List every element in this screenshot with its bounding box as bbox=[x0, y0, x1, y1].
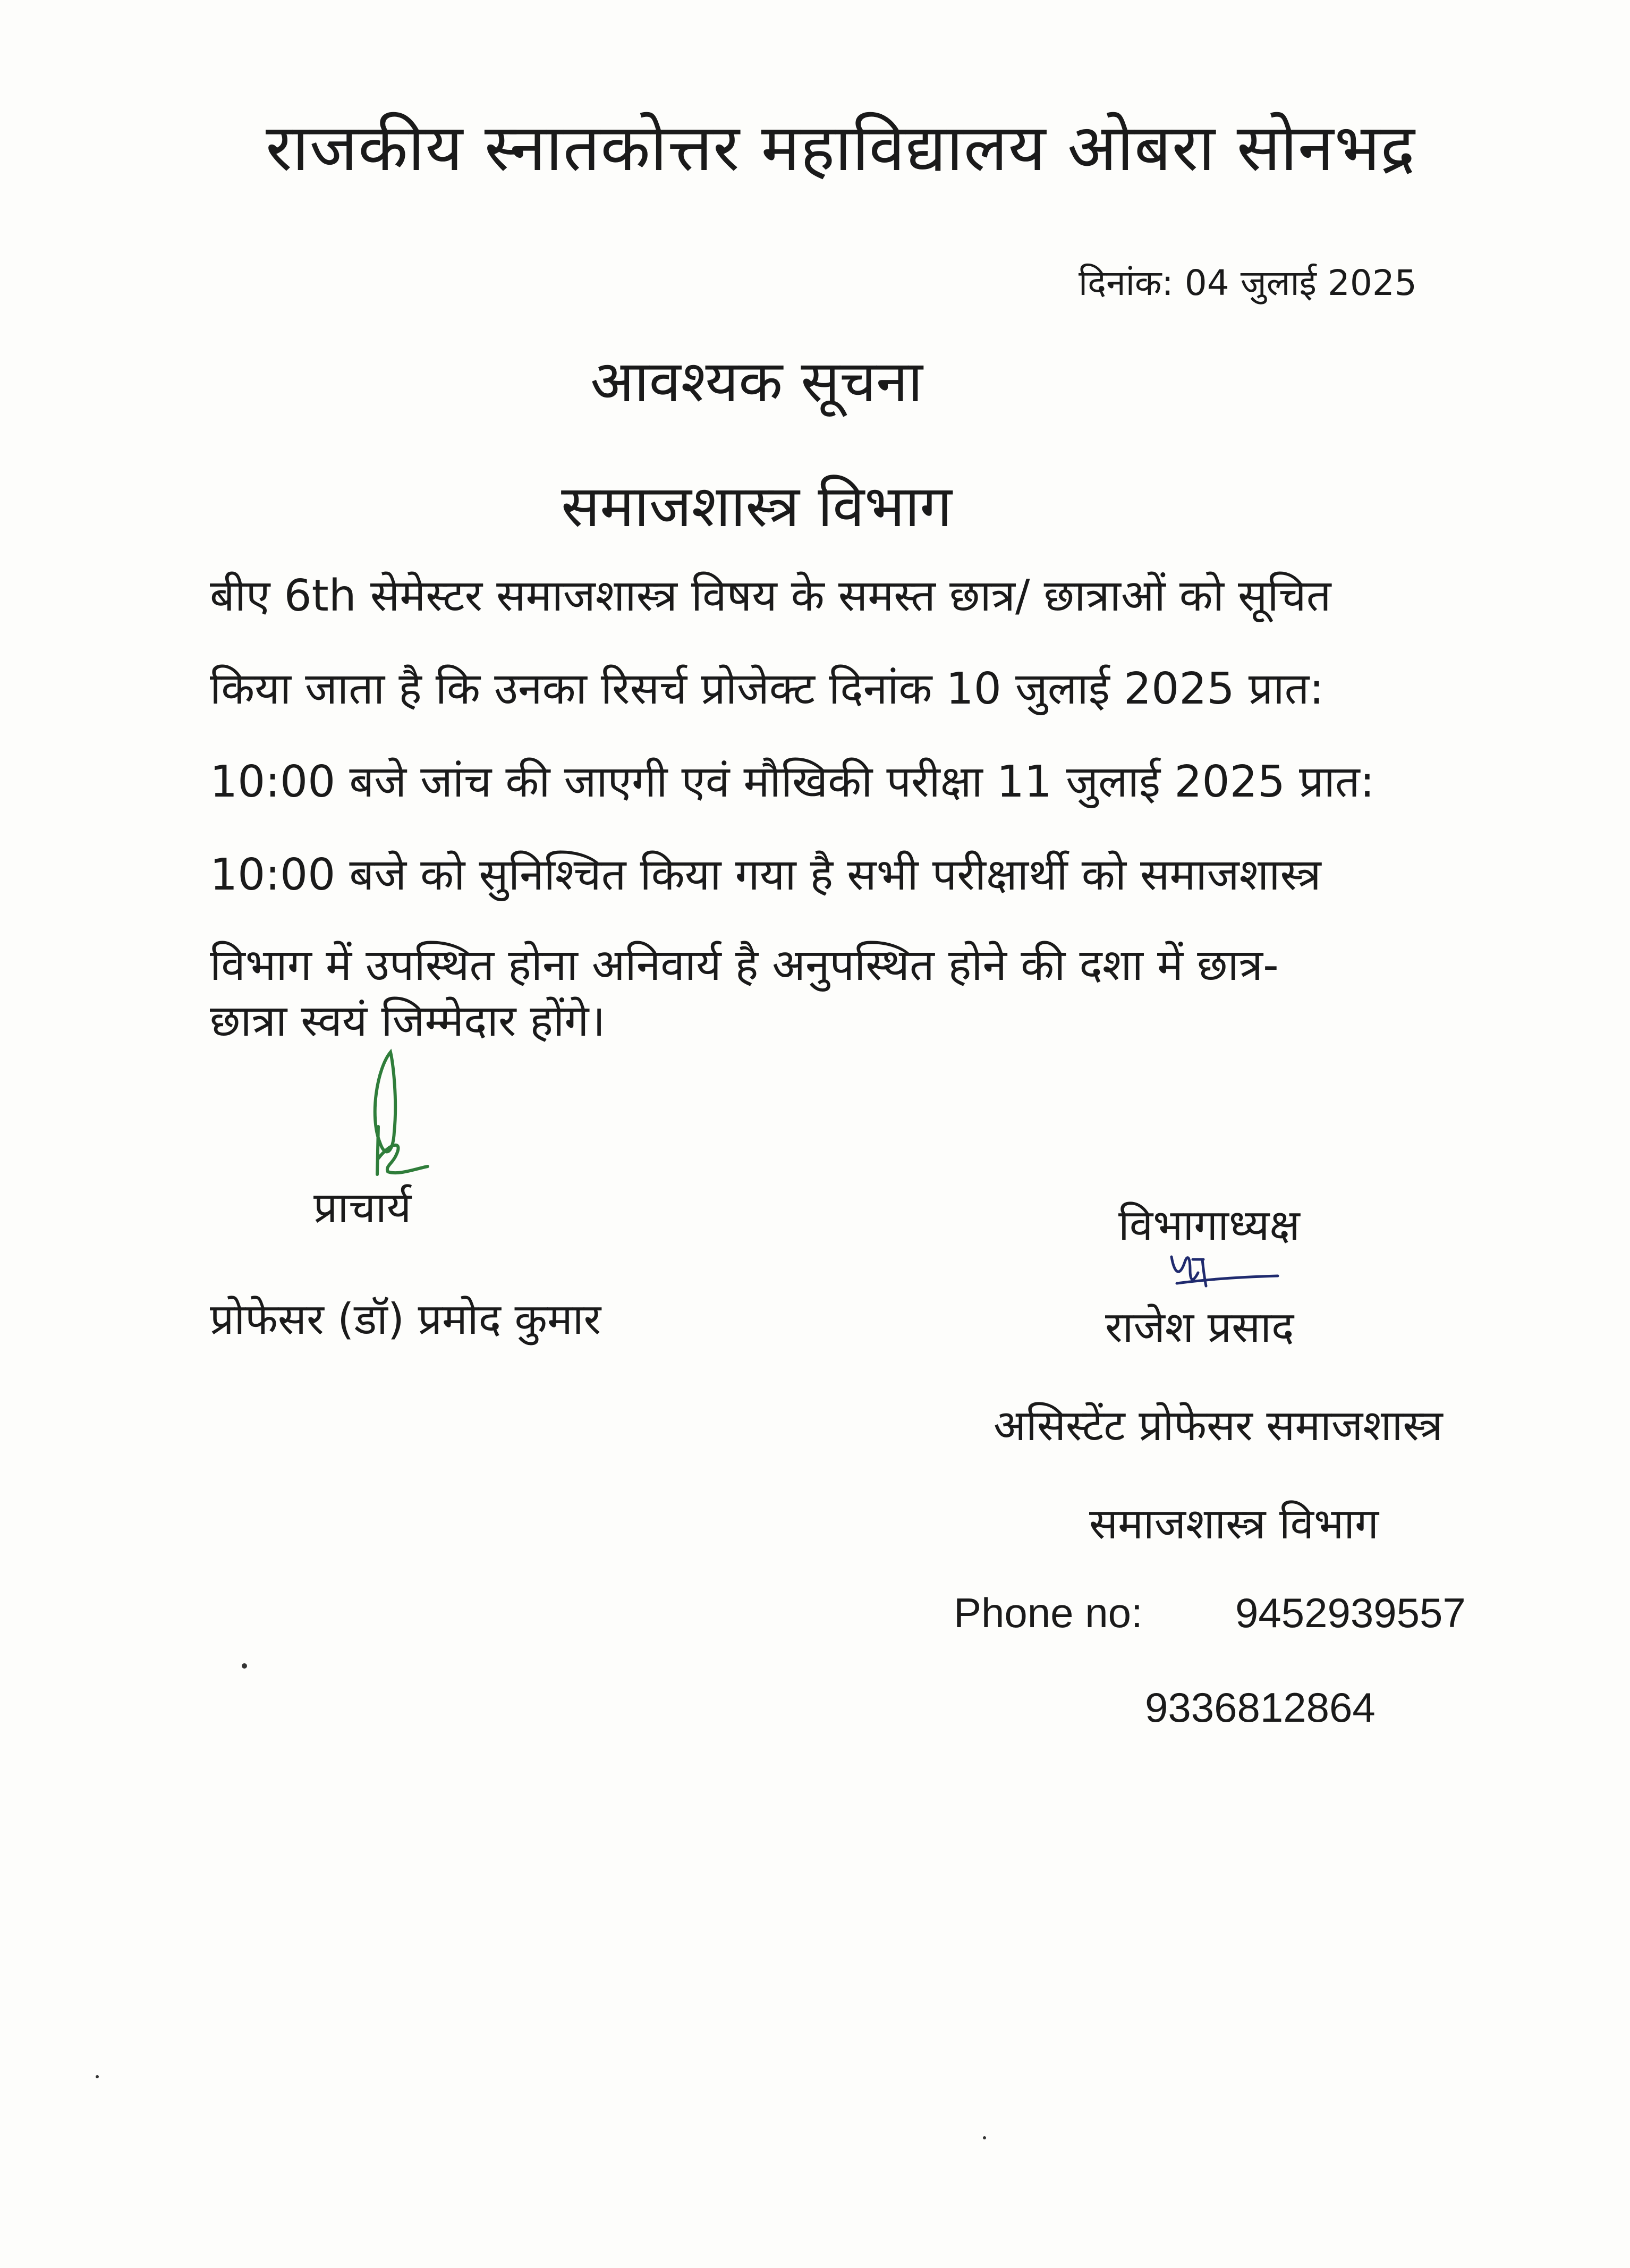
hod-name: राजेश प्रसाद bbox=[1105, 1302, 1294, 1352]
notice-title: आवश्यक सूचना bbox=[590, 349, 923, 415]
notice-body-line: बीए 6th सेमेस्टर समाजशास्त्र विषय के समस्त छात्र/ छात्राओं को सूचित bbox=[210, 571, 1331, 621]
notice-body-line: किया जाता है कि उनका रिसर्च प्रोजेक्ट दिनांक 10 जुलाई 2025 प्रात: bbox=[210, 664, 1324, 714]
notice-body-line: विभाग में उपस्थित होना अनिवार्य है अनुपस्थित होने की दशा में छात्र- bbox=[210, 940, 1279, 991]
hod-department: समाजशास्त्र विभाग bbox=[1089, 1499, 1379, 1548]
phone-label: Phone no: bbox=[954, 1589, 1143, 1636]
principal-signature-stroke bbox=[375, 1052, 428, 1174]
notice-body-line: 10:00 बजे को सुनिश्चित किया गया है सभी परीक्षार्थी को समाजशास्त्र bbox=[210, 850, 1321, 900]
principal-signature bbox=[340, 1036, 478, 1190]
notice-body-line: 10:00 बजे जांच की जाएगी एवं मौखिकी परीक्षा 11 जुलाई 2025 प्रात: bbox=[210, 757, 1375, 807]
college-name: राजकीय स्नातकोत्तर महाविद्यालय ओबरा सोनभद्र bbox=[266, 110, 1416, 185]
scan-speck bbox=[242, 1663, 247, 1669]
hod-designation: असिस्टेंट प्रोफेसर समाजशास्त्र bbox=[994, 1401, 1443, 1450]
notice-date: दिनांक: 04 जुलाई 2025 bbox=[1079, 263, 1417, 303]
principal-title: प्राचार्य bbox=[313, 1183, 412, 1232]
notice-body-line: छात्रा स्वयं जिम्मेदार होंगे। bbox=[210, 996, 606, 1046]
principal-name: प्रोफेसर (डॉ) प्रमोद कुमार bbox=[210, 1294, 601, 1344]
department-heading: समाजशास्त्र विभाग bbox=[561, 473, 952, 540]
phone-number: 9452939557 bbox=[1235, 1589, 1466, 1636]
hod-signature-stroke bbox=[1171, 1257, 1278, 1286]
scan-speck bbox=[96, 2075, 99, 2078]
hod-signature bbox=[1161, 1241, 1288, 1299]
scan-speck bbox=[983, 2136, 986, 2139]
phone-number: 9336812864 bbox=[1145, 1684, 1376, 1731]
hod-title: विभागाध्यक्ष bbox=[1118, 1200, 1300, 1250]
